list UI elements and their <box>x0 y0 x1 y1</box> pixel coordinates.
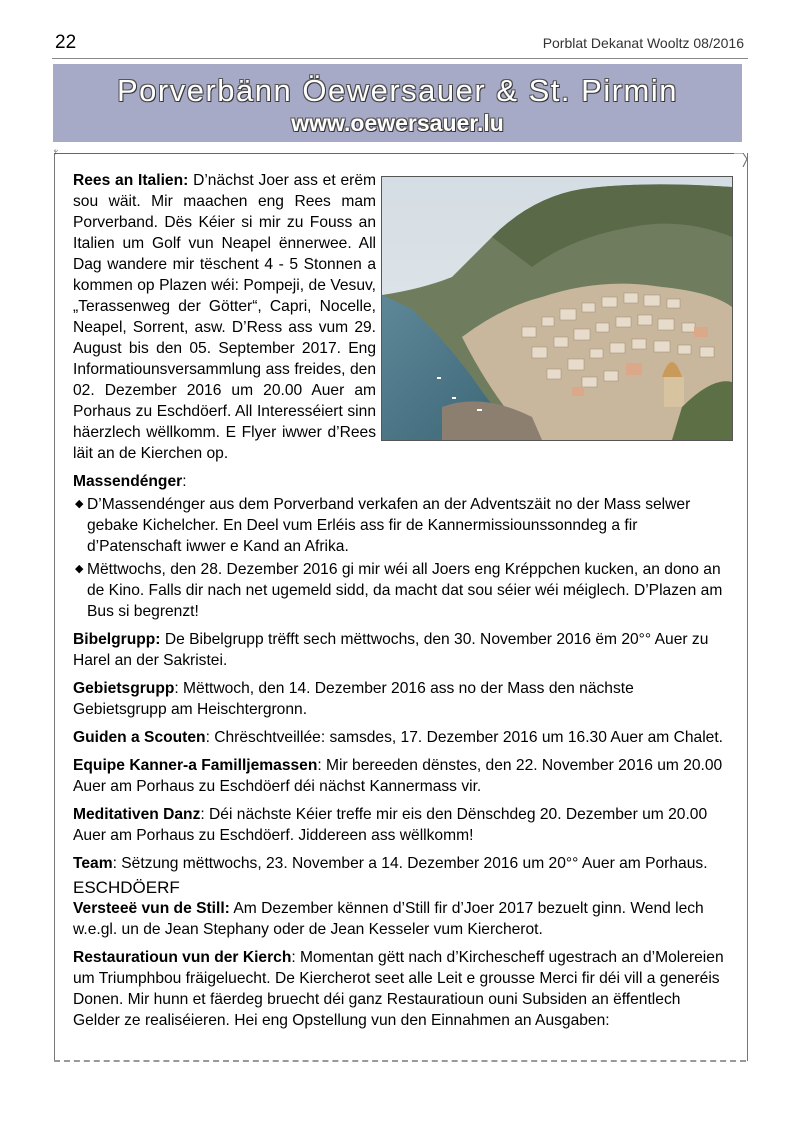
section-label: Gebietsgrupp <box>73 680 175 697</box>
section-still <box>73 898 729 940</box>
page-fold-icon <box>733 153 747 167</box>
section-text: D’nächst Joer ass et erëm sou wäit. Mir maachen eng Rees mam Porverband. Dës Kéier si mir zu Fouss an Italien um Golf vun Neapel ënnerwee. All Dag wandere mir tëschent 4 - 5 Stonnen a kommen op Plazen wéi: Pompeji, de Vesuv, „Terassenweg der Götter“, Capri, Nocelle, Neapel, Sorrent, asw. D’Ress ass vum 29. August bis den 05. September 2017. Eng Informatiounsversammlung ass freides, den 02. Dezember 2016 um 20.00 Auer am Porhaus zu Eschdöerf. All Interesséiert sinn häerzlech wëllkomm. E Flyer iwwer d’Rees läit an de Kierchen op. <box>73 172 376 462</box>
frame-bottom-border <box>54 1060 746 1062</box>
section-label: Massendénger <box>73 473 183 490</box>
section-label: Guiden a Scouten <box>73 729 206 746</box>
section-team <box>73 853 729 874</box>
section-label: Meditativen Danz <box>73 806 201 823</box>
header-divider <box>52 58 748 59</box>
section-label: Rees an Italien: <box>73 172 189 189</box>
section-text: : Chrëschtveillée: samsdes, 17. Dezember 2016 um 16.30 Auer am Chalet. <box>205 729 724 746</box>
section-restauratioun <box>73 947 729 1031</box>
frame-top-border <box>54 153 734 154</box>
massendenger-list <box>73 494 729 622</box>
section-label: Bibelgrupp: <box>73 631 161 648</box>
list-item <box>73 559 729 622</box>
page-number: 22 <box>55 32 77 53</box>
list-item <box>73 494 729 557</box>
eschdoerf-heading: ESCHDÖERF <box>73 878 180 897</box>
section-label: Restauratioun vun der Kierch <box>73 949 292 966</box>
section-label: Equipe Kanner-a Familljemassen <box>73 757 318 774</box>
section-colon: : <box>182 473 187 490</box>
section-text: : Mir bereeden dënstes, den 22. November 2016 um 20.00 Auer am Porhaus zu Eschdöerf déi nächst Kannermass vir. <box>73 757 723 795</box>
section-gebietsgrupp <box>73 678 729 720</box>
section-rees-italien <box>73 170 376 464</box>
section-massendenger <box>73 471 729 622</box>
section-text: : Mëttwoch, den 14. Dezember 2016 ass no der Mass den nächste Gebietsgrupp am Heischtergronn. <box>73 680 634 718</box>
section-text: : Momentan gëtt nach d’Kirchescheff ugestrach an d’Molereien um Triumphbou fräigeluecht. De Kiercherot seet alle Leit e grousse Merci fir déi vill a generéis Donen. Mir hunn et fäerdeg bruecht déi ganz Restauratioun ouni Subsiden an ëffentlech Gelder ze realiséieren. Hei eng Opstellung vun den Einnahmen an Ausgaben: <box>73 949 724 1029</box>
title-banner <box>53 64 742 142</box>
section-bibelgrupp <box>73 629 729 671</box>
banner-url: www.oewersauer.lu <box>291 110 504 136</box>
list-item-text: Mëttwochs, den 28. Dezember 2016 gi mir wéi all Joers eng Kréppchen kucken, an dono an de Kino. Falls dir nach net ugemeld sidd, da macht dat sou séier wéi méiglech. D’Plazen am Bus si begrenzt! <box>87 561 723 620</box>
anchor-icon: ♆ <box>52 147 60 158</box>
list-item-text: D’Massendénger aus dem Porverband verkafen an der Adventszäit no der Mass selwer gebake Kichelcher. En Deel vum Erléis ass fir de Kannermissiounssonndeg a fir d’Patenschaft iwwer e Kand an Afrika. <box>87 496 691 555</box>
banner-title: Porverbänn Öewersauer & St. Pirmin <box>117 73 678 108</box>
section-guiden-scouten <box>73 727 729 748</box>
section-text: Am Dezember kënnen d’Still fir d’Joer 2017 bezuelt ginn. Wend lech w.e.gl. un de Jean Stephany oder de Jean Kesseler vum Kiercherot. <box>73 900 704 938</box>
section-label: Versteeë vun de Still: <box>73 900 230 917</box>
bullet-icon: ◆ <box>75 563 84 575</box>
section-text: : Déi nächste Kéier treffe mir eis den Dënschdeg 20. Dezember um 20.00 Auer am Porhaus zu Eschdöerf. Jiddereen ass wëllkomm! <box>73 806 708 844</box>
article-content <box>73 170 729 1031</box>
section-label: Team <box>73 855 113 872</box>
bullet-icon: ◆ <box>75 498 84 510</box>
publication-label: Porblat Dekanat Wooltz 08/2016 <box>542 35 744 51</box>
section-text: : Sëtzung mëttwochs, 23. November a 14. Dezember 2016 um 20°° Auer am Porhaus. <box>112 855 708 872</box>
section-text: De Bibelgrupp trëfft sech mëttwochs, den 30. November 2016 ëm 20°° Auer zu Harel an der Sakristei. <box>73 631 709 669</box>
section-meditativen-danz <box>73 804 729 846</box>
section-equipe-kanner <box>73 755 729 797</box>
